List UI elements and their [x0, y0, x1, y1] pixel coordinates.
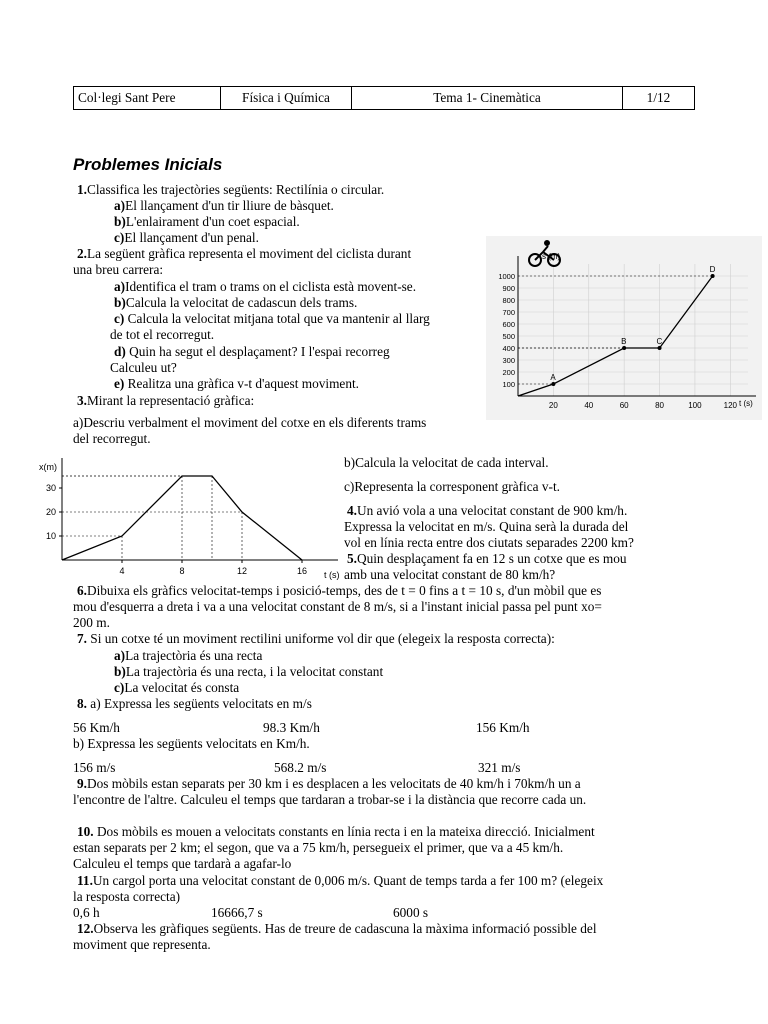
x-tick-label: 20	[548, 401, 558, 410]
problem-1c: c)El llançament d'un penal.	[114, 230, 259, 245]
x-tick-label: 4	[119, 566, 125, 576]
problem-7b: b)La trajectòria és una recta, i la velocitat constant	[114, 664, 384, 679]
problem-3: 3.Mirant la representació gràfica:	[77, 393, 255, 408]
problem-2c-cont: de tot el recorregut.	[110, 327, 215, 342]
header-topic: Tema 1- Cinemàtica	[352, 87, 623, 110]
point-label: C	[656, 337, 663, 346]
problem-10-l3: Calculeu el temps que tardarà a agafar-lo	[73, 856, 292, 871]
problem-8b: b) Expressa les següents velocitats en Km/h.	[73, 736, 310, 751]
problem-2c: c) Calcula la velocitat mitjana total que va mantenir al llarg	[114, 311, 430, 326]
problem-9: 9.Dos mòbils estan separats per 30 km i es desplacen a les velocitats de 40 km/h i 70km/h un a	[77, 776, 581, 791]
x-tick-label: 16	[296, 566, 308, 576]
problem-2a: a)Identifica el tram o trams on el ciclista està movent-se.	[114, 279, 417, 294]
y-tick-label: 10	[45, 531, 56, 541]
problem-2e: e) Realitza una gràfica v-t d'aquest moviment.	[114, 376, 359, 391]
problem-3b: b)Calcula la velocitat de cada interval.	[344, 455, 549, 470]
y-tick-label: 900	[502, 284, 515, 293]
x-tick-label: 100	[688, 401, 702, 410]
y-tick-label: 1000	[498, 272, 515, 281]
problem-3a-cont: del recorregut.	[73, 431, 151, 446]
problem-2b: b)Calcula la velocitat de cadascun dels trams.	[114, 295, 358, 310]
y-tick-label: 100	[502, 380, 515, 389]
answer-option: 0,6 h	[73, 905, 100, 920]
problem-11: 11.Un cargol porta una velocitat constant de 0,006 m/s. Quant de temps tarda a fer 100 m? (elegeix	[77, 873, 604, 888]
y-tick-label: 800	[502, 296, 515, 305]
problem-3c: c)Representa la corresponent gràfica v-t.	[344, 479, 560, 494]
velocity-value: 156 Km/h	[476, 720, 530, 735]
y-tick-label: 200	[502, 368, 515, 377]
header-table	[73, 86, 695, 110]
problem-1: 1.Classifica les trajectòries següents: Rectilínia o circular.	[77, 182, 385, 197]
problem-4-l3: vol en línia recta entre dos ciutats separades 2200 km?	[344, 535, 634, 550]
y-tick-label: 30	[45, 483, 56, 493]
problem-6-l3: 200 m.	[73, 615, 110, 630]
velocity-value: 98.3 Km/h	[263, 720, 320, 735]
y-tick-label: 20	[45, 507, 56, 517]
problem-2: 2.La següent gràfica representa el moviment del ciclista durant	[77, 246, 412, 261]
x-tick-label: 40	[584, 401, 594, 410]
problem-4: 4.Un avió vola a una velocitat constant de 900 km/h.	[347, 503, 628, 518]
problem-5: 5.Quin desplaçament fa en 12 s un cotxe que es mou	[347, 551, 627, 566]
y-tick-label: 300	[502, 356, 515, 365]
car-chart-xlabel: t (s)	[324, 570, 340, 580]
cyclist-chart	[486, 236, 762, 420]
problem-10: 10. Dos mòbils es mouen a velocitats constants en línia recta i en la mateixa direcció. Inicialment	[77, 824, 595, 839]
problem-12: 12.Observa les gràfiques següents. Has de treure de cadascuna la màxima informació possible del	[77, 921, 597, 936]
cyclist-chart-ylabel: s (m)	[542, 252, 561, 261]
x-tick-label: 8	[179, 566, 185, 576]
problem-2-cont: una breu carrera:	[73, 262, 164, 277]
problem-7c: c)La velocitat és consta	[114, 680, 240, 695]
problem-8: 8. a) Expressa les següents velocitats en m/s	[77, 696, 312, 711]
x-tick-label: 12	[236, 566, 248, 576]
y-tick-label: 500	[502, 332, 515, 341]
problem-6-l2: mou d'esquerra a dreta i va a una velocitat constant de 8 m/s, si a l'instant inicial passa pel punt xo=	[73, 599, 602, 614]
problem-4-l2: Expressa la velocitat en m/s. Quina serà la durada del	[344, 519, 629, 534]
problem-2d-cont: Calculeu ut?	[110, 360, 177, 375]
cyclist-chart-xlabel: t (s)	[739, 399, 753, 408]
problem-7: 7. Si un cotxe té un moviment rectilini uniforme vol dir que (elegeix la resposta correcta):	[77, 631, 555, 646]
header-school: Col·legi Sant Pere	[74, 87, 221, 110]
velocity-value: 156 m/s	[73, 760, 116, 775]
y-tick-label: 400	[502, 344, 515, 353]
car-chart	[36, 456, 348, 582]
car-chart-ylabel: x(m)	[39, 462, 57, 472]
velocity-value: 321 m/s	[478, 760, 521, 775]
problem-10-l2: estan separats per 2 km; el segon, que va a 75 km/h, persegueix el primer, que va a 45 km/h.	[73, 840, 564, 855]
header-page: 1/12	[623, 87, 695, 110]
problem-1b: b)L'enlairament d'un coet espacial.	[114, 214, 300, 229]
velocity-value: 56 Km/h	[73, 720, 120, 735]
point-label: D	[709, 265, 716, 274]
point-label: B	[621, 337, 627, 346]
point-label: A	[550, 373, 556, 382]
answer-option: 6000 s	[393, 905, 429, 920]
problem-3a: a)Descriu verbalment el moviment del cotxe en els diferents trams	[73, 415, 427, 430]
problem-1a: a)El llançament d'un tir lliure de bàsquet.	[114, 198, 334, 213]
problem-5-l2: amb una velocitat constant de 80 km/h?	[344, 567, 556, 582]
x-tick-label: 80	[655, 401, 664, 410]
y-tick-label: 700	[502, 308, 515, 317]
velocity-value: 568.2 m/s	[274, 760, 327, 775]
problem-11-l2: la resposta correcta)	[73, 889, 181, 904]
problem-9-l2: l'encontre de l'altre. Calculeu el temps que tardaran a trobar-se i la distància que recorre cada un.	[73, 792, 587, 807]
problem-12-l2: moviment que representa.	[73, 937, 211, 952]
problem-6: 6.Dibuixa els gràfics velocitat-temps i posició-temps, des de t = 0 fins a t = 10 s, d'un mòbil que es	[77, 583, 602, 598]
problem-7a: a)La trajectòria és una recta	[114, 648, 263, 663]
problem-2d: d) Quin ha segut el desplaçament? I l'espai recorreg	[114, 344, 390, 359]
page-title: Problemes Inicials	[73, 155, 223, 174]
x-tick-label: 120	[723, 401, 737, 410]
y-tick-label: 600	[502, 320, 515, 329]
x-tick-label: 60	[619, 401, 629, 410]
answer-option: 16666,7 s	[211, 905, 263, 920]
header-subject: Física i Química	[221, 87, 352, 110]
